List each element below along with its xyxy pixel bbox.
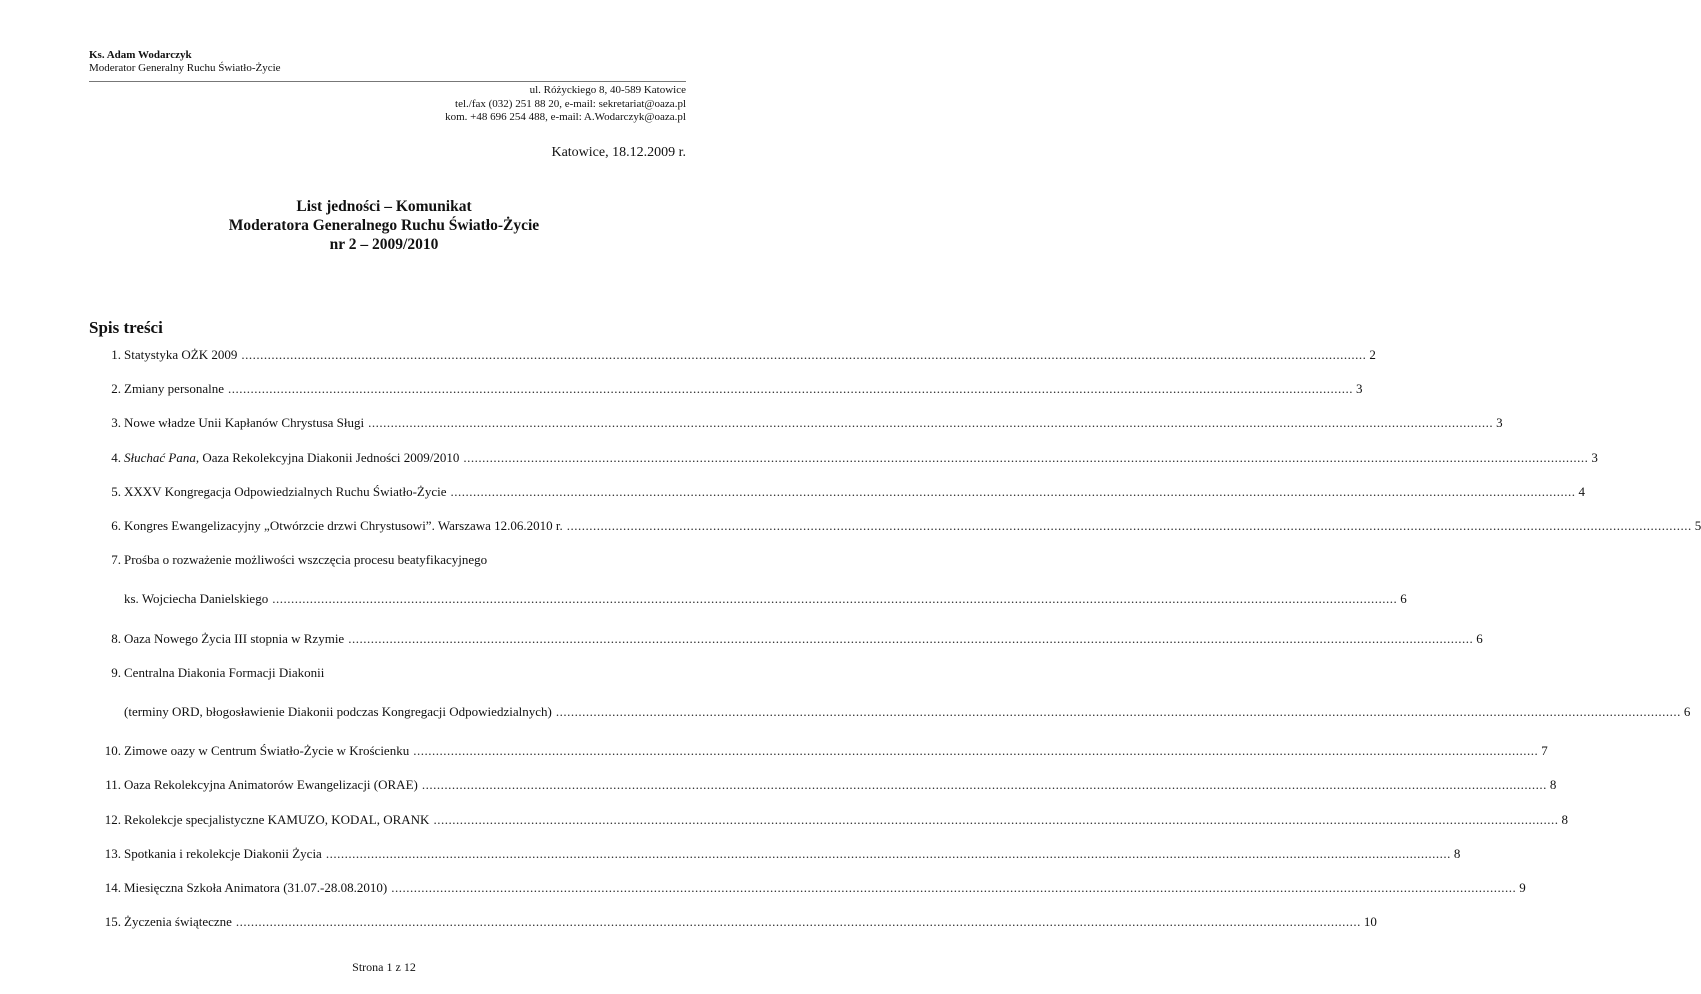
toc-leader-dots: ............................................................................................................................................................................................................................................................................................................ [368,415,1494,430]
toc-leader-dots: ............................................................................................................................................................................................................................................................................................................ [241,347,1367,362]
toc-entry-title: Życzenia świąteczne [124,914,232,929]
toc-entry-15[interactable] [89,913,1377,931]
toc-entry-title: Kongres Ewangelizacyjny „Otwórzcie drzwi Chrystusowi”. Warszawa 12.06.2010 r. [124,518,563,533]
toc-entry-number: 1. [111,347,121,362]
toc-entry-page: 6 [1400,591,1407,606]
toc-entry-number [89,590,124,608]
toc-entry-3[interactable] [89,414,1503,432]
toc-entry-title: ks. Wojciecha Danielskiego [124,591,269,606]
toc-entry-title-rest: Oaza Rekolekcyjna Diakonii Jedności 2009/2010 [202,450,460,465]
toc-leader-dots: ............................................................................................................................................................................................................................................................................................................ [272,591,1398,606]
toc-entry-9-line2[interactable] [89,703,1691,721]
toc-leader-dots: ............................................................................................................................................................................................................................................................................................................ [235,914,1361,929]
toc-entry-page: 5 [1694,518,1701,533]
toc-entry-title: Miesięczna Szkoła Animatora (31.07.-28.08.2010) [124,880,388,895]
toc-entry-7-line1[interactable] [89,551,686,569]
contact-mobile-email: kom. +48 696 254 488, e-mail: A.Wodarczyk@oaza.pl [445,111,686,123]
title-line-2: Moderatora Generalnego Ruchu Światło-Życie [228,217,540,234]
toc-entry-number: 7. [111,552,121,567]
toc-entry-title: Rekolekcje specjalistyczne KAMUZO, KODAL, ORANK [124,812,430,827]
toc-entry-number [89,703,124,721]
toc-entry-4[interactable] [89,449,1598,467]
toc-entry-title: Oaza Rekolekcyjna Animatorów Ewangelizacji (ORAE) [124,777,418,792]
toc-entry-page: 2 [1369,347,1376,362]
contact-phone-email: tel./fax (032) 251 88 20, e-mail: sekretariat@oaza.pl [455,97,686,110]
toc-entry-number: 12. [104,812,121,827]
toc-leader-dots: ............................................................................................................................................................................................................................................................................................................ [228,381,1353,396]
toc-entry-page: 6 [1683,704,1691,719]
toc-entry-11[interactable] [89,776,1557,794]
toc-entry-page: 3 [1591,450,1598,465]
document-date: Katowice, 18.12.2009 r. [551,145,686,160]
toc-leader-dots: ............................................................................................................................................................................................................................................................................................................ [413,743,1539,758]
toc-leader-dots: ............................................................................................................................................................................................................................................................................................................ [566,518,1692,533]
toc-entry-title: Statystyka OŻK 2009 [124,347,238,362]
toc-entry-page: 6 [1476,631,1483,646]
toc-leader-dots: ............................................................................................................................................................................................................................................................................................................ [555,704,1681,719]
toc-entry-10[interactable] [89,742,1548,760]
toc-entry-2[interactable] [89,380,1363,398]
toc-entry-title: XXXV Kongregacja Odpowiedzialnych Ruchu Światło-Życie [124,484,447,499]
toc-entry-title: Spotkania i rekolekcje Diakonii Życia [124,846,322,861]
toc-entry-number: 9. [111,665,121,680]
toc-entry-number: 4. [111,450,121,465]
contact-block [445,84,686,125]
author-block [89,49,281,75]
toc-entry-page: 10 [1363,914,1377,929]
toc-entry-13[interactable] [89,845,1461,863]
author-name: Ks. Adam Wodarczyk [89,49,192,61]
toc-entry-title: Nowe władze Unii Kapłanów Chrystusa Sługi [124,415,365,430]
header-divider [89,81,686,82]
toc-entry-5[interactable] [89,483,1586,501]
toc-entry-title: Zimowe oazy w Centrum Światło-Życie w Krościenku [124,743,410,758]
title-line-1: List jedności – Komunikat [296,198,472,215]
toc-entry-8[interactable] [89,630,1483,648]
toc-entry-italic-title: Słuchać Pana, [124,450,200,465]
toc-entry-title: (terminy ORD, błogosławienie Diakonii podczas Kongregacji Odpowiedzialnych) [124,704,552,719]
toc-leader-dots: ............................................................................................................................................................................................................................................................................................................ [450,484,1576,499]
toc-entry-page: 3 [1356,381,1363,396]
toc-entry-title [124,449,463,467]
page-number-footer: Strona 1 z 12 [352,960,416,974]
document-title [0,197,768,254]
toc-entry-page: 3 [1496,415,1503,430]
toc-entry-number: 15. [104,914,121,929]
toc-entry-page: 8 [1561,812,1568,827]
toc-entry-page: 7 [1541,743,1548,758]
title-line-3: nr 2 – 2009/2010 [329,236,439,253]
toc-entry-title: Prośba o rozważenie możliwości wszczęcia procesu beatyfikacyjnego [124,552,488,567]
toc-entry-14[interactable] [89,879,1526,897]
toc-entry-number: 14. [104,880,121,895]
toc-entry-page: 8 [1453,846,1461,861]
toc-leader-dots: ............................................................................................................................................................................................................................................................................................................ [348,631,1474,646]
toc-entry-number: 3. [111,415,121,430]
toc-entry-page: 4 [1578,484,1586,499]
toc-entry-1[interactable] [89,346,1376,364]
toc-entry-number: 8. [111,631,121,646]
toc-leader-dots: ............................................................................................................................................................................................................................................................................................................ [463,450,1589,465]
toc-entry-12[interactable] [89,811,1568,829]
toc-leader-dots: ............................................................................................................................................................................................................................................................................................................ [433,812,1559,827]
toc-heading: Spis treści [89,318,163,337]
toc-entry-title: Oaza Nowego Życia III stopnia w Rzymie [124,631,345,646]
toc-entry-9-line1[interactable] [89,664,686,682]
toc-leader-dots: ............................................................................................................................................................................................................................................................................................................ [421,777,1547,792]
toc-entry-number: 13. [104,846,121,861]
toc-entry-number: 11. [105,777,121,792]
toc-entry-page: 9 [1519,880,1526,895]
toc-entry-7-line2[interactable] [89,590,1407,608]
toc-entry-number: 2. [111,381,121,396]
toc-entry-page: 8 [1549,777,1557,792]
contact-address: ul. Różyckiego 8, 40-589 Katowice [529,84,686,96]
toc-entry-6[interactable] [89,517,1701,535]
toc-entry-number: 10. [104,743,121,758]
author-role: Moderator Generalny Ruchu Światło-Życie [89,62,281,74]
toc-entry-number: 6. [111,518,121,533]
toc-entry-title: Centralna Diakonia Formacji Diakonii [124,665,325,680]
toc-leader-dots: ............................................................................................................................................................................................................................................................................................................ [391,880,1517,895]
toc-entry-number: 5. [111,484,121,499]
toc-leader-dots: ............................................................................................................................................................................................................................................................................................................ [325,846,1451,861]
toc-entry-title: Zmiany personalne [124,381,224,396]
